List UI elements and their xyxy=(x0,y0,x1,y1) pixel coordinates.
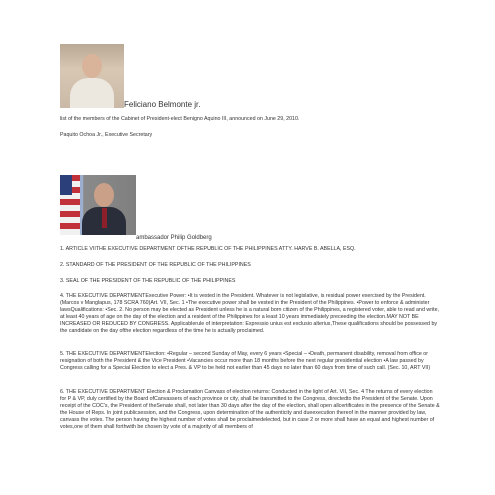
portrait-tie xyxy=(102,208,107,228)
list-item: 3. SEAL OF THE PRESIDENT OF THE REPUBLIC OF THE PHILIPPINES xyxy=(60,278,236,284)
list-item: 2. STANDARD OF THE PRESIDENT OF THE REPUBLIC OF THE PHILIPPINES xyxy=(60,262,251,268)
list-item: 5. THE EXECUTIVE DEPARTMENTElection: •Regular – second Sunday of May, every 6 years •Special – •Death, permanent disability, removal from office or resignation of both the President & the Vice President •Vacancies occur more than 18 months before the next regular presidential election •A law passed by Congress calling for a Special Election to elect a Pres. & VP to be held not earlier than 45 days no later than 60 days from time of such call. (Sec. 10, ART VII) xyxy=(60,351,431,371)
cabinet-description: list of the members of the Cabinet of President-elect Benigno Aquino III, announced on June 29, 2010. xyxy=(60,116,300,122)
list-item: 4. THE EXECUTIVE DEPARTMENTExecutive Power: •It is vested in the President. Whatever is not legislative, is residual power exercised by the President. (Marcos v Manglapus, 178 SCRA 760)Art. VII, Sec. 1 •The executive power shall be vested in the President of the Philippines. •Power to enforce & administer lawsQualifications: •Sec. 2. No person may be elected as President unless he is a natural born citizen of the Philippines, a registered voter, able to read and write, at least 40 years of age on the day of the election and a resident of the Philippines for a least 10 years immediately preceeding the election.MAY NOT BE INCREASED OR REDUCED BY CONGRESS. Applicablerule of interpretation: Expressio unius est exclusio alterius,These qualifications should be possessed by the candidate on the day ofthe election regardless of the time he is actually proclaimed. xyxy=(60,293,440,334)
portrait-caption: ambassador Philip Goldberg xyxy=(136,235,212,241)
list-item: 1. ARTICLE VIITHE EXECUTIVE DEPARTMENT OFTHE REPUBLIC OF THE PHILIPPINES ATTY. HARVE B. ABELLA, ESQ. xyxy=(60,246,356,252)
flag-canton xyxy=(60,175,72,195)
portrait-caption: Feliciano Belmonte jr. xyxy=(124,100,201,109)
portrait-head xyxy=(94,183,114,207)
portrait-body xyxy=(70,78,114,108)
list-item: 6. THE EXECUTIVE DEPARTMENT Election & Proclamation Canvass of election returns: Conducted in the light of Art. VII, Sec. 4 The returns of every election for P & VP, duly certified by the Board ofCanvassers of each province or city, shall be transmitted to the Congress, directedto the President of the Senate. Upon receipt of the COC's, the President of theSenate shall, not later than 30 days after the day of the election, shall open allcertificates in the presence of the Senate & the House of Reps. In joint publicsession, and the Congress, upon determination of the authenticity and dueexecution thereof in the manner provided by law, canvass the votes. The person having the highest number of votes shall be proclaimedelected, but in case 2 or more shall have an equal and highest number of votes,one of them shall forthwith be chosen by vote of a majority of all members of xyxy=(60,389,440,430)
portrait-photo-belmonte xyxy=(60,44,124,108)
portrait-photo-goldberg xyxy=(60,175,136,235)
executive-secretary: Paquito Ochoa Jr., Executive Secretary xyxy=(60,132,153,138)
portrait-head xyxy=(82,54,102,78)
